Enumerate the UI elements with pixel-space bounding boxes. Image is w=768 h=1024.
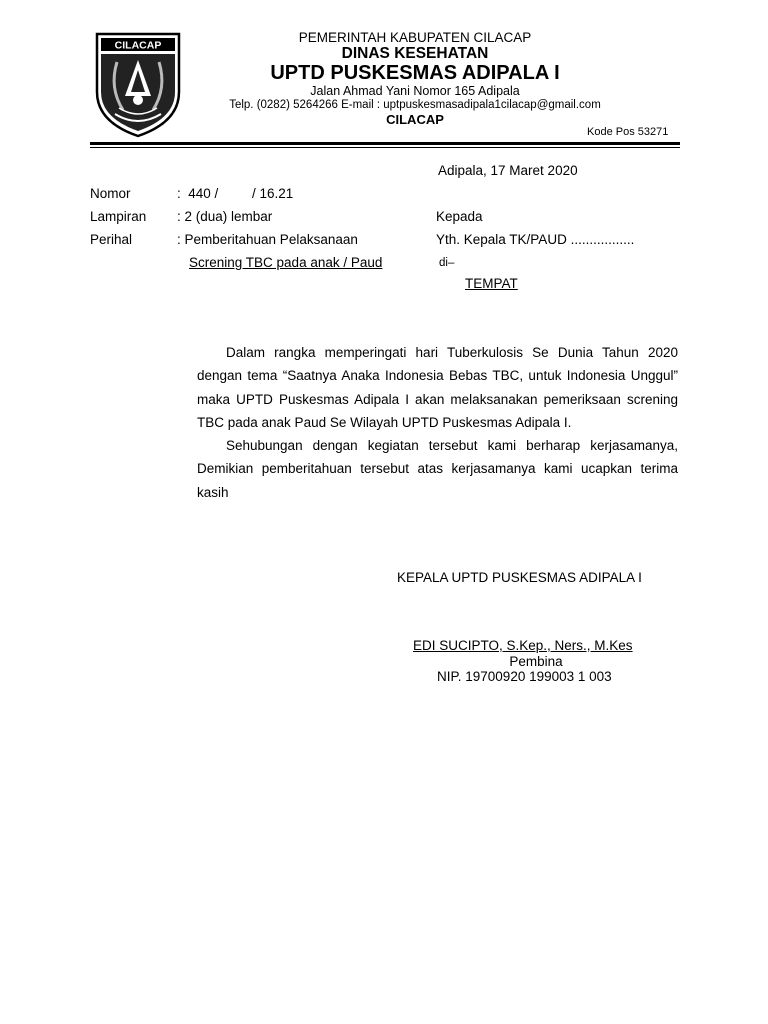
- body-paragraph-2: Sehubungan dengan kegiatan tersebut kami berharap kerjasamanya, Demikian pemberitahuan tersebut atas kerjasamanya kami ucapkan terima kasih: [197, 438, 678, 500]
- header-unit: UPTD PUSKESMAS ADIPALA I: [270, 62, 560, 84]
- signature-nip: NIP. 19700920 199003 1 003: [437, 669, 612, 684]
- nomor-label: Nomor: [90, 186, 131, 201]
- header-city: CILACAP: [386, 112, 444, 127]
- perihal-subject: Screning TBC pada anak / Paud: [189, 255, 383, 270]
- recipient-place: TEMPAT: [465, 276, 518, 291]
- lampiran-value: : 2 (dua) lembar: [177, 209, 273, 224]
- header-postal-code: Kode Pos 53271: [587, 126, 669, 138]
- letter-body: [197, 341, 678, 504]
- recipient-label: Kepada: [436, 209, 483, 224]
- recipient-di: di–: [439, 257, 455, 269]
- header-rule-thick: [90, 142, 680, 145]
- signature-title: KEPALA UPTD PUSKESMAS ADIPALA I: [397, 570, 642, 585]
- nomor-value: : 440 / / 16.21: [177, 186, 294, 201]
- place-date: Adipala, 17 Maret 2020: [438, 163, 578, 178]
- body-paragraph-1: Dalam rangka memperingati hari Tuberkulosis Se Dunia Tahun 2020 dengan tema “Saatnya Anaka Indonesia Bebas TBC, untuk Indonesia Unggul” maka UPTD Puskesmas Adipala I akan melaksanakan pemeriksaan screning TBC pada anak Paud Se Wilayah UPTD Puskesmas Adipala I.: [197, 345, 678, 430]
- perihal-label: Perihal: [90, 232, 133, 247]
- signature-rank: Pembina: [509, 654, 563, 669]
- header-contact: Telp. (0282) 5264266 E-mail : uptpuskesmasadipala1cilacap@gmail.com: [229, 99, 601, 111]
- perihal-value: : Pemberitahuan Pelaksanaan: [177, 232, 358, 247]
- header-agency: DINAS KESEHATAN: [341, 45, 489, 62]
- header-address: Jalan Ahmad Yani Nomor 165 Adipala: [310, 84, 520, 98]
- header-government: PEMERINTAH KABUPATEN CILACAP: [298, 30, 532, 45]
- cilacap-regency-emblem: [93, 30, 183, 140]
- lampiran-label: Lampiran: [90, 209, 147, 224]
- header-rule-thin: [90, 147, 680, 148]
- signature-name: EDI SUCIPTO, S.Kep., Ners., M.Kes: [413, 638, 633, 653]
- recipient-name: Yth. Kepala TK/PAUD .................: [436, 232, 635, 247]
- logo-text: CILACAP: [114, 39, 162, 52]
